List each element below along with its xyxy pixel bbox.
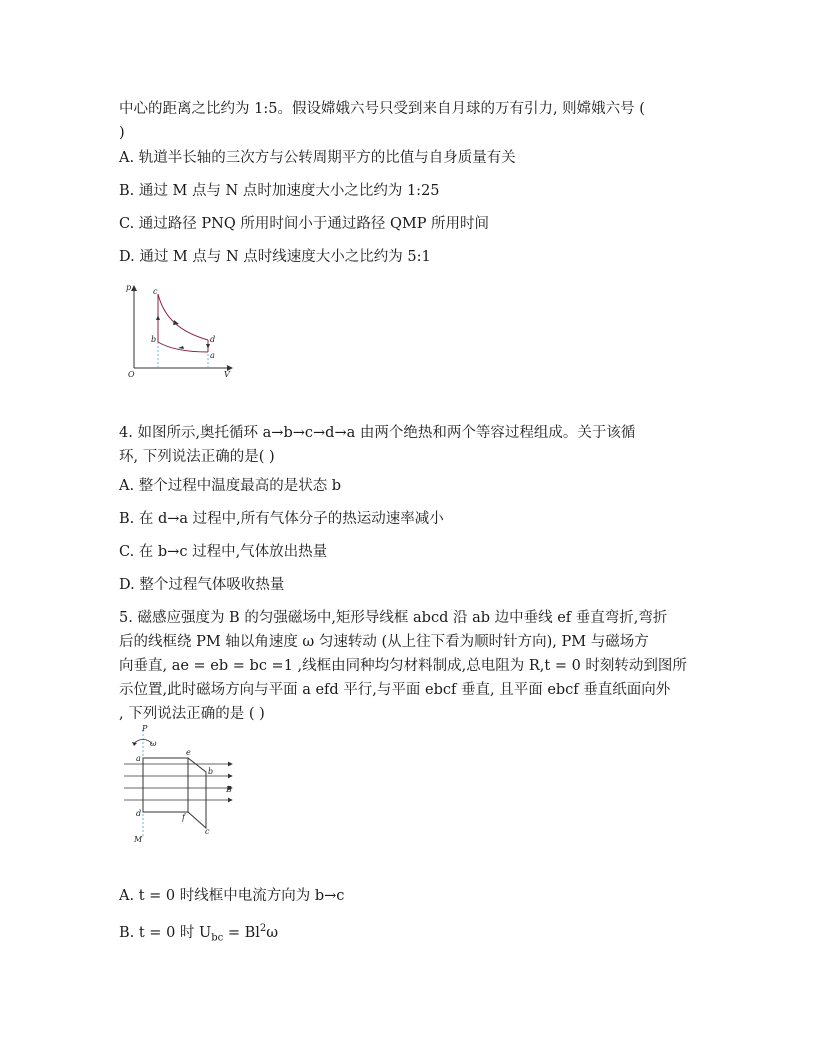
arrow-cd	[173, 320, 179, 325]
q3-option-d: D. 通过 M 点与 N 点时线速度大小之比约为 5:1	[119, 249, 431, 265]
rotation-arrow-head	[132, 742, 137, 746]
label-o: O	[128, 370, 135, 379]
q3-option-b: B. 通过 M 点与 N 点时加速度大小之比约为 1:25	[119, 183, 440, 199]
q5-option-b-post: ω	[266, 924, 279, 941]
q3-option-a: A. 轨道半长轴的三次方与公转周期平方的比值与自身质量有关	[119, 150, 516, 166]
label-b-field: B	[226, 785, 232, 794]
q5-stem-line3: 向垂直, ae = eb = bc =1 ,线框由同种均匀材料制成,总电阻为 R,t = 0 时刻转动到图所	[119, 658, 687, 674]
pv-diagram	[120, 282, 240, 382]
label-a: a	[136, 754, 141, 763]
label-omega: ω	[150, 739, 157, 748]
q5-option-b-mid: = Bl	[223, 924, 260, 941]
q4-stem-line1: 4. 如图所示,奥托循环 a→b→c→d→a 由两个绝热和两个等容过程组成。关于该循	[119, 425, 636, 441]
label-m: M	[134, 835, 143, 844]
q3-stem-text: 中心的距离之比约为 1:5。假设嫦娥六号只受到来自月球的万有引力, 则嫦娥六号 (	[119, 101, 645, 117]
label-d: d	[136, 809, 142, 818]
label-v: V	[224, 370, 230, 379]
q5-stem-line1: 5. 磁感应强度为 B 的匀强磁场中,矩形导线框 abcd 沿 ab 边中垂线 ef 垂直弯折,弯折	[119, 610, 668, 626]
label-a: a	[210, 351, 215, 360]
adiabat-cd	[158, 294, 208, 340]
bent-frame-diagram	[120, 724, 240, 848]
q3-stem-close: )	[119, 125, 125, 141]
q5-option-b	[119, 917, 278, 951]
q5-stem-line5: , 下列说法正确的是 ( )	[119, 706, 265, 722]
label-b: b	[208, 767, 214, 776]
plane-ebcf	[188, 758, 206, 828]
q4-option-b: B. 在 d→a 过程中,所有气体分子的热运动速率减小	[119, 511, 444, 527]
arrow-bc	[156, 315, 160, 320]
label-f: f	[182, 813, 185, 822]
label-e: e	[186, 748, 191, 757]
q4-stem-line2: 环, 下列说法正确的是( )	[119, 449, 275, 465]
q5-stem-line4: 示位置,此时磁场方向与平面 a efd 平行,与平面 ebcf 垂直, 且平面 ebcf 垂直纸面向外	[119, 682, 671, 698]
arrow-da	[206, 344, 210, 349]
plane-aefd	[143, 758, 188, 812]
label-b: b	[151, 335, 157, 344]
q4-option-a: A. 整个过程中温度最高的是状态 b	[119, 478, 342, 494]
q5-option-a: A. t = 0 时线框中电流方向为 b→c	[119, 888, 345, 904]
q5-option-b-sup: 2	[259, 923, 267, 934]
q5-stem-line2: 后的线框绕 PM 轴以角速度 ω 匀速转动 (从上往下看为顺时针方向), PM 与磁场方	[119, 634, 649, 650]
q4-option-c: C. 在 b→c 过程中,气体放出热量	[119, 544, 328, 560]
label-d: d	[210, 335, 216, 344]
label-c: c	[153, 287, 158, 296]
q3-option-c: C. 通过路径 PNQ 所用时间小于通过路径 QMP 所用时间	[119, 216, 490, 232]
label-p: P	[142, 724, 148, 733]
label-c: c	[205, 827, 210, 836]
q4-option-d: D. 整个过程气体吸收热量	[119, 577, 285, 593]
label-p: p	[126, 283, 132, 292]
q3-stem	[119, 97, 699, 145]
q5-option-b-sub: bc	[211, 932, 224, 944]
q5-option-b-pre: B. t = 0 时 U	[119, 924, 212, 941]
arrow-ab	[178, 346, 184, 349]
